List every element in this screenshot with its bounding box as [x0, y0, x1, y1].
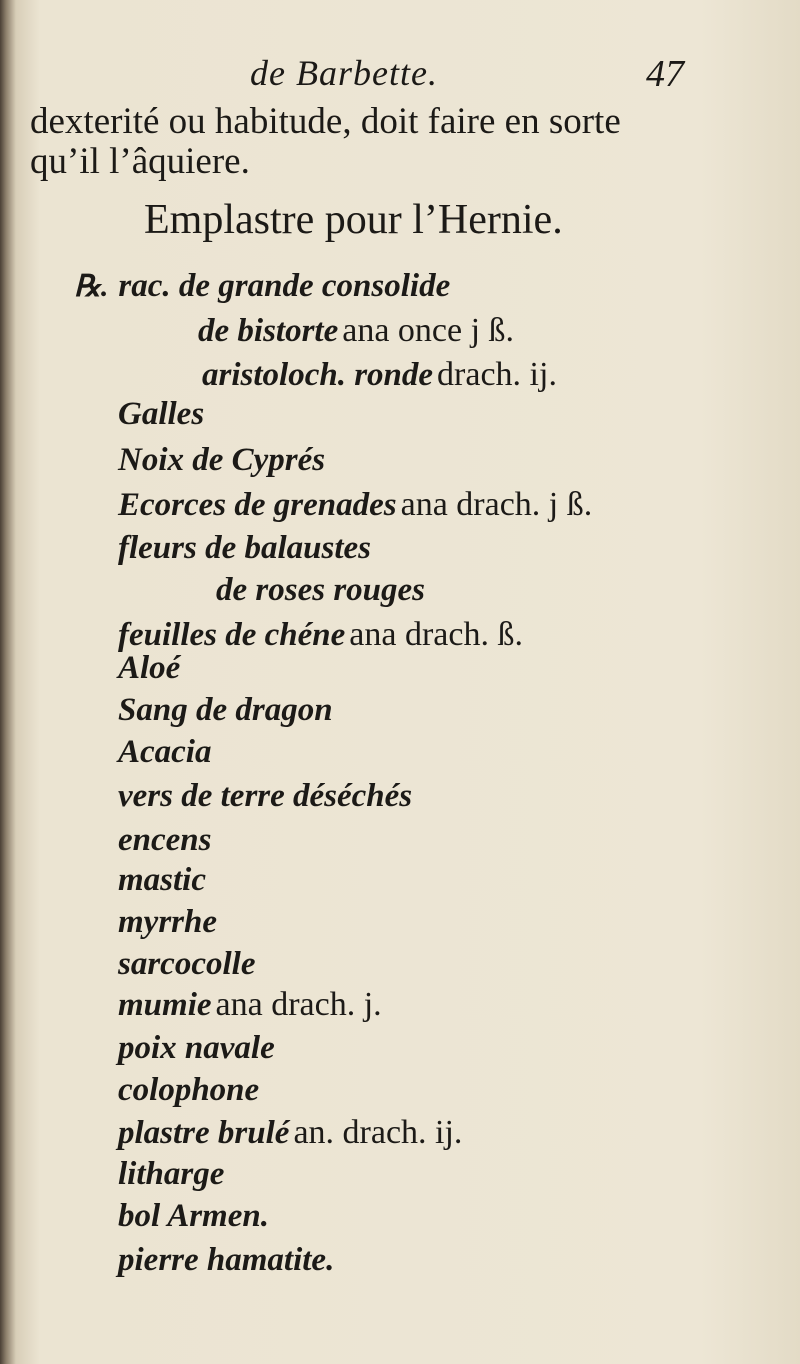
recipe-line [198, 312, 514, 350]
page-number: 47 [646, 53, 684, 95]
ingredient-name: litharge [118, 1156, 225, 1192]
intro-line-1: dexterité ou habitude, doit faire en sorte [30, 101, 621, 142]
ingredient-name: myrrhe [118, 904, 217, 940]
recipe-line [202, 356, 557, 394]
ingredient-name: rac. de grande consolide [118, 268, 451, 304]
recipe-line [118, 616, 523, 654]
ingredient-name: Noix de Cyprés [118, 442, 326, 478]
running-head: de Barbette. [250, 53, 438, 93]
ingredient-dose: ana drach. j ß. [400, 486, 593, 523]
ingredient-name: poix navale [118, 1030, 275, 1066]
ingredient-name: Aloé [118, 650, 181, 686]
ingredient-dose: ana drach. ß. [349, 616, 523, 653]
ingredient-dose: ana drach. j. [215, 986, 382, 1023]
recipe-line [118, 486, 592, 524]
intro-line-2: qu’il l’âquiere. [30, 141, 250, 182]
ingredient-name: feuilles de chéne [118, 617, 346, 653]
ingredient-name: colophone [118, 1072, 260, 1108]
ingredient-name: mumie [118, 987, 212, 1023]
ingredient-dose: an. drach. ij. [293, 1114, 463, 1151]
ingredient-name: de bistorte [198, 313, 339, 349]
recipe-line [74, 268, 450, 305]
ingredient-dose: ana once j ß. [342, 312, 515, 349]
ingredient-name: mastic [118, 862, 206, 898]
recipe-line [118, 1114, 462, 1152]
ingredient-name: Ecorces de grenades [118, 487, 397, 523]
ingredient-name: Acacia [118, 734, 212, 770]
ingredient-name: encens [118, 822, 212, 858]
ingredient-dose: drach. ij. [437, 356, 557, 393]
ingredient-name: Galles [118, 396, 205, 432]
ingredient-name: Sang de dragon [118, 692, 333, 728]
ingredient-name: aristoloch. ronde [202, 357, 434, 393]
recipe-line [118, 986, 382, 1024]
rx-symbol: ℞. [74, 270, 109, 303]
ingredient-name: fleurs de balaustes [118, 530, 372, 566]
ingredient-name: bol Armen. [118, 1198, 269, 1234]
recipe-heading: Emplastre pour l’Hernie. [144, 197, 563, 243]
ingredient-name: vers de terre déséchés [118, 778, 413, 814]
ingredient-name: sarcocolle [118, 946, 256, 982]
ingredient-name: pierre hamatite. [118, 1242, 335, 1278]
ingredient-name: plastre brulé [118, 1115, 290, 1151]
ingredient-name: de roses rouges [216, 572, 426, 608]
